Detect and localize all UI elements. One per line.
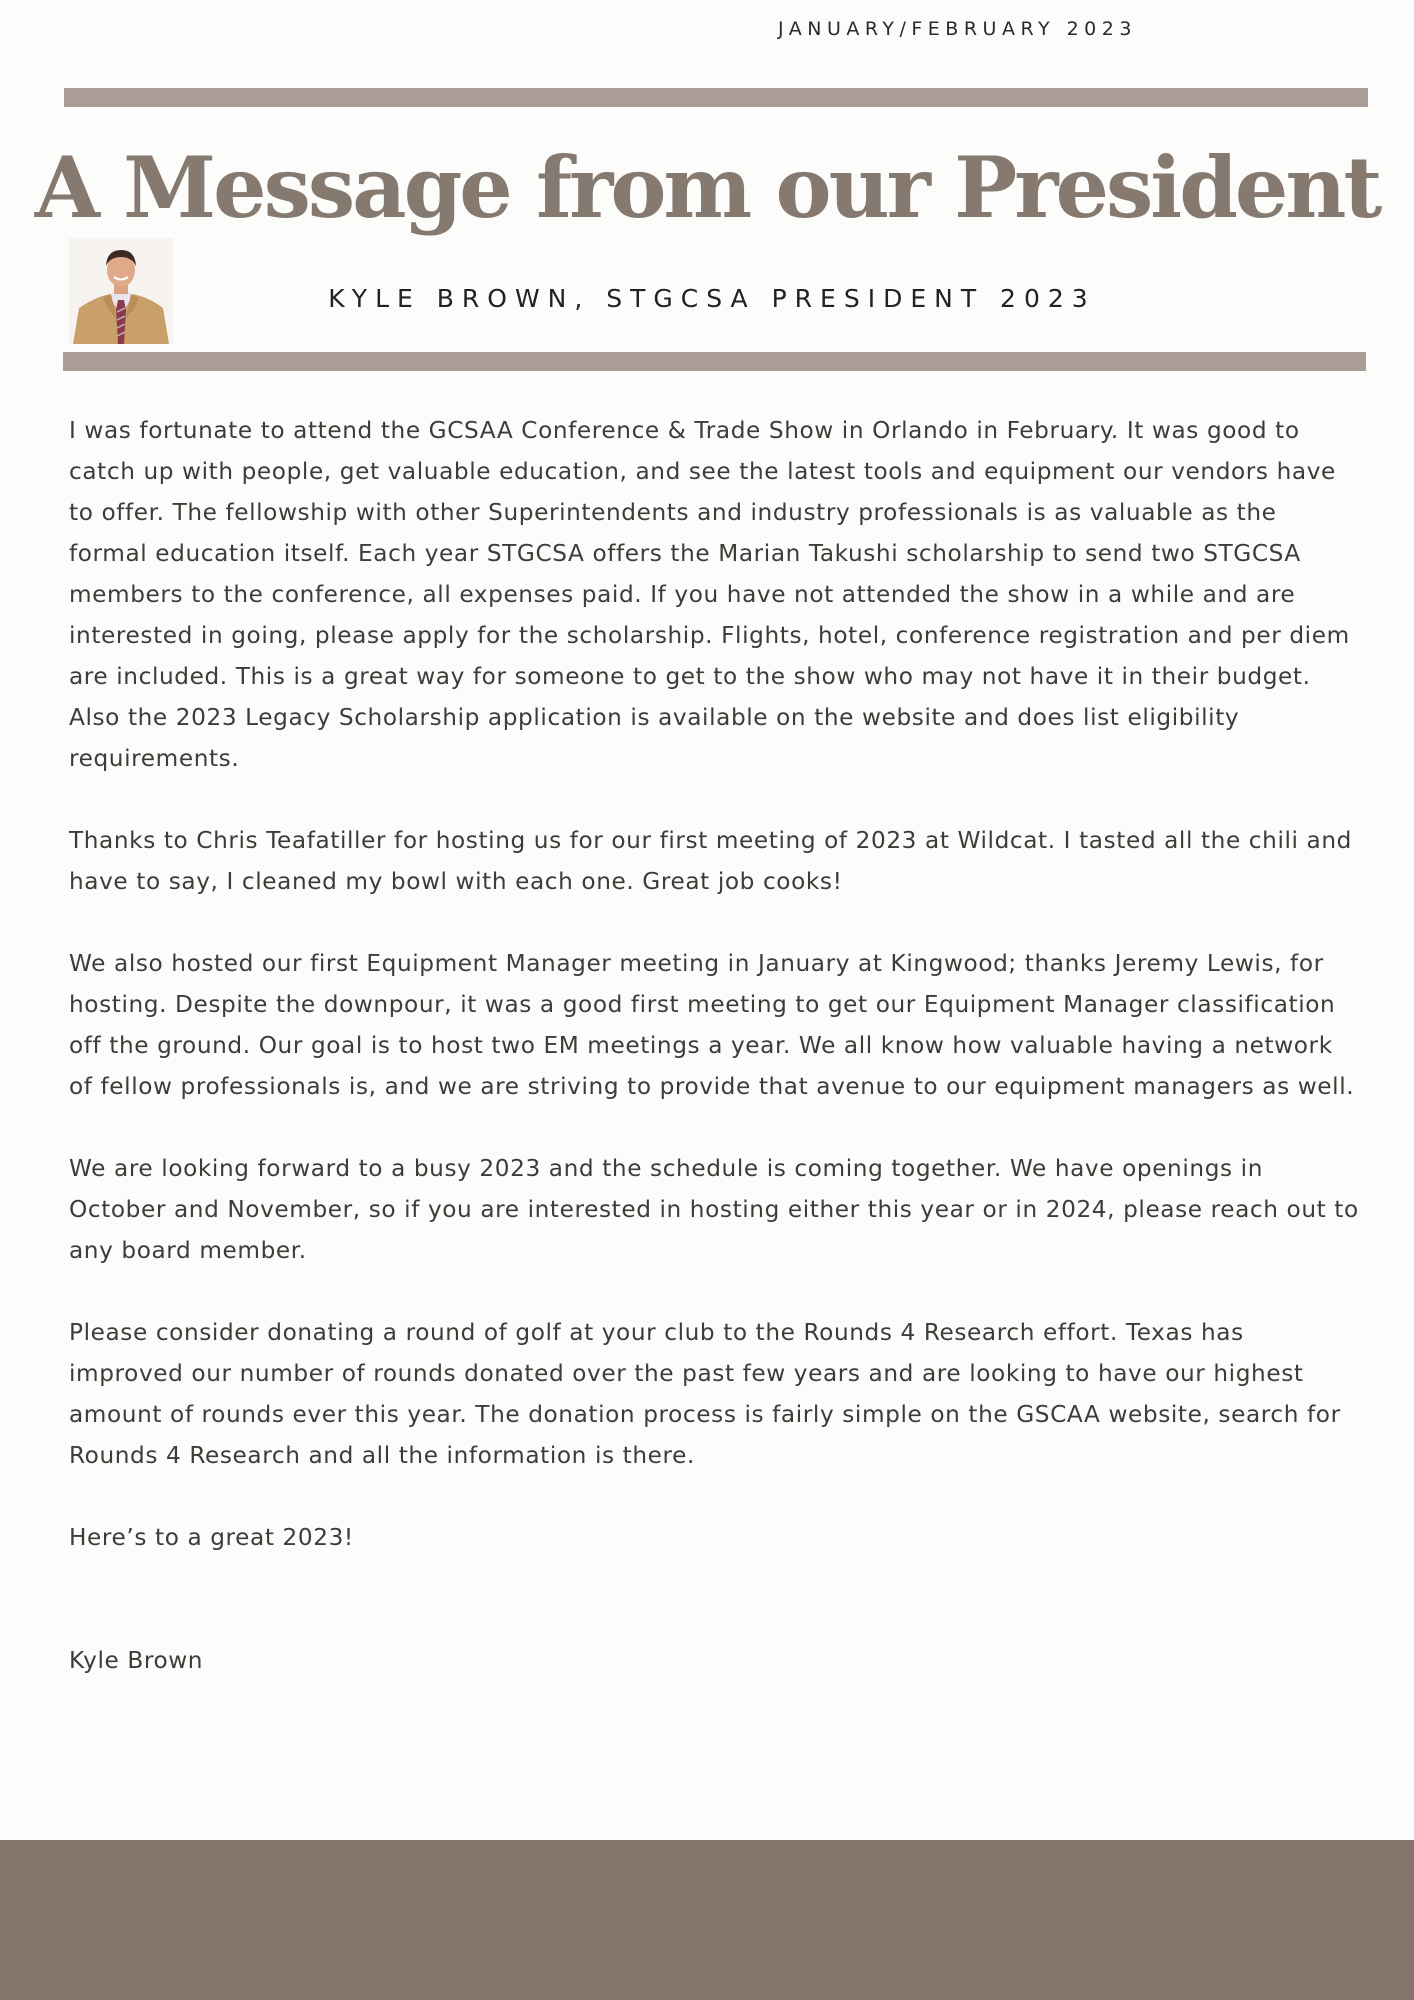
letter-body: [69, 410, 1359, 1681]
paragraph: I was fortunate to attend the GCSAA Conference & Trade Show in Orlando in February. It was good to catch up with people, get valuable education, and see the latest tools and equipment our vendors have to offer. The fellowship with other Superintendents and industry professionals is as valuable as the formal education itself. Each year STGCSA offers the Marian Takushi scholarship to send two STGCSA members to the conference, all expenses paid. If you have not attended the show in a while and are interested in going, please apply for the scholarship. Flights, hotel, conference registration and per diem are included. This is a great way for someone to get to the show who may not have it in their budget. Also the 2023 Legacy Scholarship application is available on the website and does list eligibility requirements.: [69, 417, 1350, 772]
paragraph: Please consider donating a round of golf at your club to the Rounds 4 Research effort. Texas has improved our number of rounds donated over the past few years and are looking to have our highest amount of rounds ever this year. The donation process is fairly simple on the GSCAA website, search for Rounds 4 Research and all the information is there.: [69, 1319, 1341, 1469]
paragraph: We also hosted our first Equipment Manager meeting in January at Kingwood; thanks Jeremy Lewis, for hosting. Despite the downpour, it was a good first meeting to get our Equipment Manager classification off the ground. Our goal is to host two EM meetings a year. We all know how valuable having a network of fellow professionals is, and we are striving to provide that avenue to our equipment managers as well.: [69, 950, 1355, 1100]
author-byline: KYLE BROWN, STGCSA PRESIDENT 2023: [328, 284, 1096, 313]
issue-date: JANUARY/FEBRUARY 2023: [778, 18, 1137, 40]
closing-line: Here’s to a great 2023!: [69, 1524, 354, 1551]
footer-band: [0, 1840, 1414, 2000]
top-divider-bar: [64, 88, 1368, 107]
bottom-divider-bar: [63, 352, 1366, 371]
signature: Kyle Brown: [69, 1647, 204, 1674]
page-title: A Message from our President: [34, 138, 1380, 237]
paragraph: Thanks to Chris Teafatiller for hosting us for our first meeting of 2023 at Wildcat. I tasted all the chili and have to say, I cleaned my bowl with each one. Great job cooks!: [69, 827, 1352, 895]
paragraph: We are looking forward to a busy 2023 and the schedule is coming together. We have openings in October and November, so if you are interested in hosting either this year or in 2024, please reach out to any board member.: [69, 1155, 1359, 1264]
